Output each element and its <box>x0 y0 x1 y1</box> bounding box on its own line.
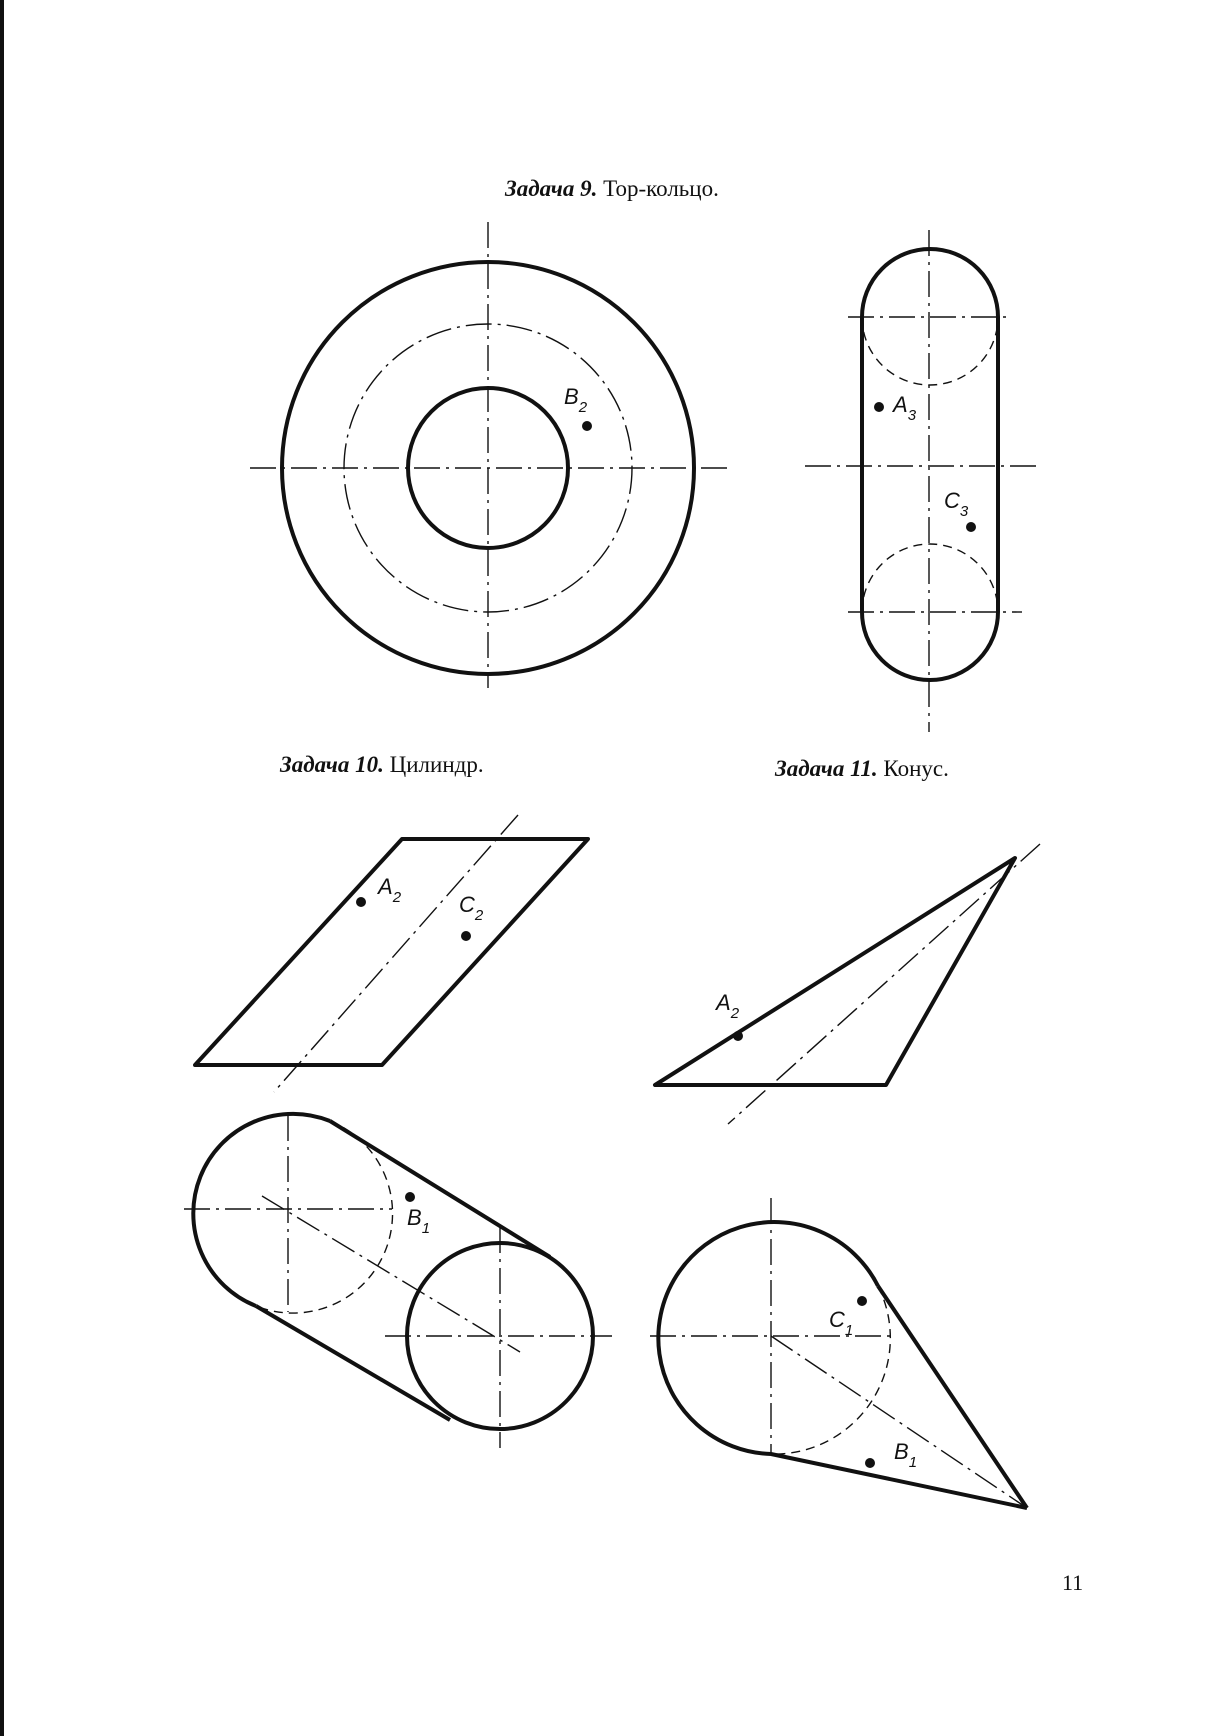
point-b2-marker <box>582 421 592 431</box>
point-c1-marker <box>857 1296 867 1306</box>
cylinder-top-lower-generatrix <box>256 1306 450 1420</box>
cylinder-front-parallelogram <box>195 839 588 1065</box>
cone-top-upper-generatrix <box>878 1286 1027 1508</box>
task-9-name: Тор-кольцо. <box>603 176 719 201</box>
cone-top-view <box>650 1198 1027 1508</box>
cylinder-top-back-base-hidden-arc <box>256 1121 393 1313</box>
point-c1-label: $C_1$ <box>829 1307 854 1339</box>
torus-profile-outline <box>862 249 998 680</box>
point-a3-marker <box>874 402 884 412</box>
cone-front-view <box>655 844 1040 1124</box>
cylinder-top-view <box>184 1114 612 1448</box>
point-b2-label: $B_2$ <box>564 384 588 416</box>
point-c2-marker <box>461 931 471 941</box>
cylinder-front-view <box>195 815 588 1092</box>
task-11-name: Конус. <box>883 756 949 781</box>
point-c2-label: $C_2$ <box>459 892 484 924</box>
torus-profile-view <box>805 230 1038 732</box>
task-10-name: Цилиндр. <box>389 752 484 777</box>
point-a2-cone-label: $A_2$ <box>716 990 740 1022</box>
point-a3-label: $A_3$ <box>893 392 917 424</box>
point-a2-label: $A_2$ <box>378 874 402 906</box>
torus-front-view <box>250 222 728 688</box>
task-11-label: Задача 11. <box>775 756 878 781</box>
torus-profile-lower-hidden-arc <box>862 544 998 612</box>
task-10-label: Задача 10. <box>280 752 384 777</box>
point-c3-marker <box>966 522 976 532</box>
point-a2-marker <box>356 897 366 907</box>
cylinder-top-main-axis <box>262 1196 520 1352</box>
point-c3-label: $C_3$ <box>944 488 969 520</box>
cone-front-axis <box>728 844 1040 1124</box>
cone-front-triangle <box>655 858 1015 1085</box>
page-number: 11 <box>1062 1570 1084 1595</box>
cylinder-top-back-base-arc <box>193 1114 330 1306</box>
torus-profile-upper-hidden-arc <box>862 317 998 385</box>
point-b1-marker <box>405 1192 415 1202</box>
point-b1-cone-label: $B_1$ <box>894 1439 918 1471</box>
point-b1-label: $B_1$ <box>407 1205 431 1237</box>
point-b1-cone-marker <box>865 1458 875 1468</box>
cylinder-top-upper-generatrix <box>330 1121 550 1257</box>
point-a2-cone-marker <box>733 1031 743 1041</box>
task-9-label: Задача 9. <box>505 176 598 201</box>
